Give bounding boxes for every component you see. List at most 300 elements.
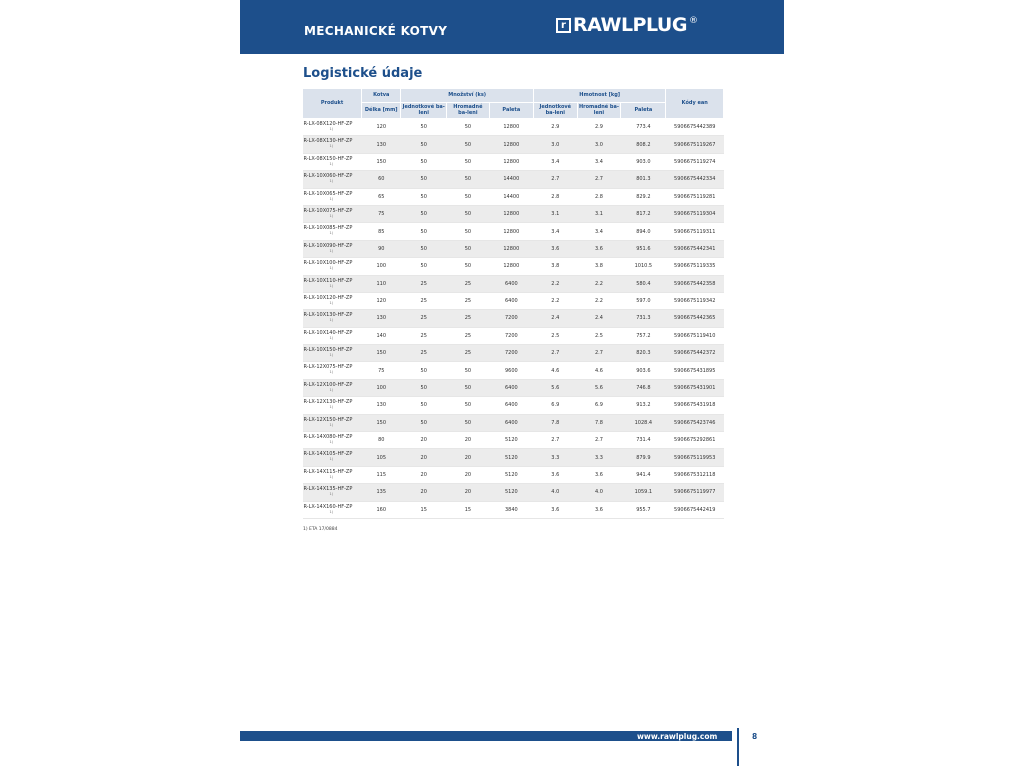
bulk-weight-cell: 2.7 [577, 171, 621, 188]
product-cell [303, 327, 362, 344]
product-footnote-ref: 1) [329, 492, 334, 497]
product-cell [303, 223, 362, 240]
header-quantity: Množství (ks) [401, 89, 534, 103]
header-pallet: Paleta [489, 103, 533, 119]
table-row [303, 188, 724, 205]
pallet-qty-cell: 7200 [489, 345, 533, 362]
unit-weight-cell: 3.1 [533, 205, 577, 222]
product-footnote-ref: 1) [329, 161, 334, 166]
bulk-qty-cell: 50 [447, 223, 490, 240]
pallet-qty-cell: 12800 [489, 240, 533, 257]
unit-weight-cell: 2.7 [533, 345, 577, 362]
ean-cell: 5906675442419 [666, 501, 724, 518]
unit-qty-cell: 50 [401, 258, 447, 275]
product-name: R-LX-10X060-HF-ZP [303, 173, 353, 180]
length-cell: 130 [362, 136, 401, 153]
pallet-weight-cell: 879.9 [621, 449, 666, 466]
ean-cell: 5906675119342 [666, 292, 724, 309]
pallet-weight-cell: 829.2 [621, 188, 666, 205]
pallet-qty-cell: 6400 [489, 292, 533, 309]
bulk-qty-cell: 50 [447, 188, 490, 205]
length-cell: 110 [362, 275, 401, 292]
bulk-weight-cell: 2.8 [577, 188, 621, 205]
product-footnote-ref: 1) [329, 300, 334, 305]
ean-cell: 5906675119274 [666, 153, 724, 170]
pallet-qty-cell: 6400 [489, 379, 533, 396]
bulk-qty-cell: 50 [447, 362, 490, 379]
product-cell [303, 292, 362, 309]
pallet-weight-cell: 903.6 [621, 362, 666, 379]
product-cell [303, 258, 362, 275]
bulk-qty-cell: 50 [447, 205, 490, 222]
unit-qty-cell: 20 [401, 432, 447, 449]
pallet-weight-cell: 1059.1 [621, 484, 666, 501]
unit-weight-cell: 2.5 [533, 327, 577, 344]
ean-cell: 5906675292861 [666, 432, 724, 449]
product-name: R-LX-14X135-HF-ZP [303, 486, 353, 493]
bulk-qty-cell: 50 [447, 171, 490, 188]
table-row [303, 414, 724, 431]
header-anchor: Kotva [362, 89, 401, 103]
bulk-weight-cell: 2.2 [577, 275, 621, 292]
footer-url[interactable]: www.rawlplug.com [637, 732, 718, 741]
footer-divider [737, 728, 739, 766]
pallet-weight-cell: 820.3 [621, 345, 666, 362]
pallet-qty-cell: 12800 [489, 223, 533, 240]
pallet-qty-cell: 12800 [489, 258, 533, 275]
bulk-qty-cell: 50 [447, 397, 490, 414]
ean-cell: 5906675119281 [666, 188, 724, 205]
bulk-qty-cell: 50 [447, 119, 490, 136]
product-cell [303, 379, 362, 396]
bulk-qty-cell: 15 [447, 501, 490, 518]
pallet-weight-cell: 757.2 [621, 327, 666, 344]
ean-cell: 5906675119311 [666, 223, 724, 240]
table-row [303, 292, 724, 309]
header-unit-pack: Jednotkové ba-leni [401, 103, 447, 119]
pallet-weight-cell: 955.7 [621, 501, 666, 518]
pallet-qty-cell: 7200 [489, 327, 533, 344]
length-cell: 160 [362, 501, 401, 518]
bulk-weight-cell: 3.0 [577, 136, 621, 153]
pallet-weight-cell: 1028.4 [621, 414, 666, 431]
ean-cell: 5906675442358 [666, 275, 724, 292]
length-cell: 135 [362, 484, 401, 501]
product-name: R-LX-10X090-HF-ZP [303, 242, 353, 249]
ean-cell: 5906675442389 [666, 119, 724, 136]
header-title: MECHANICKÉ KOTVY [304, 24, 448, 38]
product-cell [303, 466, 362, 483]
pallet-qty-cell: 12800 [489, 153, 533, 170]
bulk-qty-cell: 20 [447, 466, 490, 483]
unit-qty-cell: 50 [401, 223, 447, 240]
table-row [303, 153, 724, 170]
unit-weight-cell: 2.4 [533, 310, 577, 327]
unit-weight-cell: 2.9 [533, 119, 577, 136]
product-footnote-ref: 1) [329, 127, 334, 131]
product-cell [303, 188, 362, 205]
length-cell: 100 [362, 258, 401, 275]
unit-qty-cell: 25 [401, 345, 447, 362]
length-cell: 105 [362, 449, 401, 466]
bulk-weight-cell: 3.1 [577, 205, 621, 222]
ean-cell: 5906675312118 [666, 466, 724, 483]
bulk-qty-cell: 25 [447, 275, 490, 292]
unit-qty-cell: 50 [401, 362, 447, 379]
pallet-qty-cell: 5120 [489, 432, 533, 449]
length-cell: 150 [362, 414, 401, 431]
product-name: R-LX-12X075-HF-ZP [303, 364, 353, 371]
pallet-weight-cell: 731.3 [621, 310, 666, 327]
pallet-weight-cell: 903.0 [621, 153, 666, 170]
pallet-weight-cell: 597.0 [621, 292, 666, 309]
product-cell [303, 432, 362, 449]
product-footnote-ref: 1) [329, 283, 334, 288]
bulk-qty-cell: 25 [447, 327, 490, 344]
ean-cell: 5906675423746 [666, 414, 724, 431]
unit-qty-cell: 50 [401, 171, 447, 188]
bulk-qty-cell: 50 [447, 258, 490, 275]
logo-text: RAWLPLUG [573, 14, 687, 36]
unit-qty-cell: 50 [401, 205, 447, 222]
ean-cell: 5906675119335 [666, 258, 724, 275]
length-cell: 120 [362, 292, 401, 309]
unit-qty-cell: 50 [401, 379, 447, 396]
product-footnote-ref: 1) [329, 474, 334, 479]
pallet-weight-cell: 746.8 [621, 379, 666, 396]
product-name: R-LX-10X120-HF-ZP [303, 294, 353, 301]
bulk-weight-cell: 2.2 [577, 292, 621, 309]
length-cell: 100 [362, 379, 401, 396]
length-cell: 130 [362, 397, 401, 414]
table-row [303, 171, 724, 188]
product-cell [303, 310, 362, 327]
pallet-qty-cell: 5120 [489, 449, 533, 466]
product-footnote-ref: 1) [329, 196, 334, 201]
product-footnote-ref: 1) [329, 387, 334, 392]
unit-qty-cell: 50 [401, 414, 447, 431]
product-name: R-LX-10X130-HF-ZP [303, 312, 353, 319]
unit-weight-cell: 3.6 [533, 466, 577, 483]
bulk-weight-cell: 7.8 [577, 414, 621, 431]
length-cell: 150 [362, 153, 401, 170]
table-row [303, 362, 724, 379]
product-footnote-ref: 1) [329, 318, 334, 323]
length-cell: 140 [362, 327, 401, 344]
product-cell [303, 414, 362, 431]
length-cell: 75 [362, 362, 401, 379]
header-length: Délka [mm] [362, 103, 401, 119]
unit-weight-cell: 6.9 [533, 397, 577, 414]
product-cell [303, 119, 362, 136]
table-row [303, 119, 724, 136]
unit-qty-cell: 20 [401, 484, 447, 501]
pallet-weight-cell: 913.2 [621, 397, 666, 414]
pallet-qty-cell: 6400 [489, 397, 533, 414]
length-cell: 120 [362, 119, 401, 136]
length-cell: 130 [362, 310, 401, 327]
pallet-qty-cell: 5120 [489, 484, 533, 501]
table-row [303, 345, 724, 362]
product-name: R-LX-10X085-HF-ZP [303, 225, 353, 232]
table-row [303, 501, 724, 518]
unit-qty-cell: 50 [401, 153, 447, 170]
pallet-qty-cell: 6400 [489, 414, 533, 431]
length-cell: 150 [362, 345, 401, 362]
table-row [303, 240, 724, 257]
product-footnote-ref: 1) [329, 509, 334, 514]
ean-cell: 5906675119977 [666, 484, 724, 501]
pallet-qty-cell: 12800 [489, 136, 533, 153]
product-cell [303, 205, 362, 222]
table-row [303, 449, 724, 466]
bulk-qty-cell: 50 [447, 240, 490, 257]
table-row [303, 275, 724, 292]
unit-weight-cell: 3.6 [533, 240, 577, 257]
header-weight: Hmotnost [kg] [533, 89, 666, 103]
pallet-qty-cell: 12800 [489, 119, 533, 136]
product-footnote-ref: 1) [329, 353, 334, 358]
table-row [303, 379, 724, 396]
product-footnote-ref: 1) [329, 213, 334, 218]
length-cell: 90 [362, 240, 401, 257]
product-cell [303, 171, 362, 188]
pallet-qty-cell: 6400 [489, 275, 533, 292]
bulk-weight-cell: 2.4 [577, 310, 621, 327]
bulk-weight-cell: 5.6 [577, 379, 621, 396]
product-name: R-LX-14X080-HF-ZP [303, 434, 353, 441]
bulk-weight-cell: 3.6 [577, 501, 621, 518]
length-cell: 80 [362, 432, 401, 449]
bulk-qty-cell: 20 [447, 449, 490, 466]
pallet-weight-cell: 580.4 [621, 275, 666, 292]
product-name: R-LX-10X140-HF-ZP [303, 329, 353, 336]
ean-cell: 5906675119953 [666, 449, 724, 466]
bulk-weight-cell: 3.3 [577, 449, 621, 466]
pallet-qty-cell: 14400 [489, 188, 533, 205]
product-footnote-ref: 1) [329, 335, 334, 340]
length-cell: 65 [362, 188, 401, 205]
bulk-weight-cell: 3.6 [577, 466, 621, 483]
product-name: R-LX-10X100-HF-ZP [303, 260, 353, 267]
pallet-weight-cell: 817.2 [621, 205, 666, 222]
document-page [240, 0, 784, 768]
unit-weight-cell: 3.6 [533, 501, 577, 518]
product-footnote-ref: 1) [329, 370, 334, 375]
pallet-qty-cell: 5120 [489, 466, 533, 483]
unit-qty-cell: 50 [401, 136, 447, 153]
header-unit-pack-weight: Jednotkové ba-leni [533, 103, 577, 119]
unit-qty-cell: 50 [401, 397, 447, 414]
pallet-qty-cell: 3840 [489, 501, 533, 518]
bulk-weight-cell: 3.4 [577, 153, 621, 170]
bulk-qty-cell: 50 [447, 379, 490, 396]
unit-qty-cell: 20 [401, 466, 447, 483]
pallet-weight-cell: 801.3 [621, 171, 666, 188]
unit-qty-cell: 25 [401, 310, 447, 327]
product-footnote-ref: 1) [329, 144, 334, 149]
pallet-weight-cell: 731.4 [621, 432, 666, 449]
length-cell: 115 [362, 466, 401, 483]
product-cell [303, 153, 362, 170]
product-cell [303, 449, 362, 466]
table-row [303, 223, 724, 240]
product-name: R-LX-10X150-HF-ZP [303, 347, 353, 354]
bulk-qty-cell: 50 [447, 414, 490, 431]
ean-cell: 5906675431901 [666, 379, 724, 396]
product-cell [303, 397, 362, 414]
product-name: R-LX-14X160-HF-ZP [303, 503, 353, 510]
bulk-weight-cell: 2.9 [577, 119, 621, 136]
pallet-weight-cell: 894.0 [621, 223, 666, 240]
unit-weight-cell: 7.8 [533, 414, 577, 431]
table-row [303, 327, 724, 344]
ean-cell: 5906675119410 [666, 327, 724, 344]
bulk-weight-cell: 6.9 [577, 397, 621, 414]
table-row [303, 310, 724, 327]
product-name: R-LX-12X150-HF-ZP [303, 416, 353, 423]
product-footnote-ref: 1) [329, 231, 334, 236]
bulk-weight-cell: 2.7 [577, 432, 621, 449]
unit-weight-cell: 4.0 [533, 484, 577, 501]
product-footnote-ref: 1) [329, 179, 334, 184]
table-row [303, 484, 724, 501]
table-row [303, 258, 724, 275]
length-cell: 85 [362, 223, 401, 240]
unit-weight-cell: 3.4 [533, 223, 577, 240]
unit-qty-cell: 25 [401, 292, 447, 309]
table-row [303, 432, 724, 449]
unit-weight-cell: 4.6 [533, 362, 577, 379]
product-cell [303, 484, 362, 501]
unit-qty-cell: 50 [401, 188, 447, 205]
header-bulk-pack: Hromadné ba-leni [447, 103, 490, 119]
table-body [303, 119, 724, 519]
bulk-weight-cell: 3.4 [577, 223, 621, 240]
unit-qty-cell: 50 [401, 119, 447, 136]
pallet-weight-cell: 773.4 [621, 119, 666, 136]
unit-weight-cell: 3.3 [533, 449, 577, 466]
bulk-qty-cell: 25 [447, 292, 490, 309]
product-cell [303, 275, 362, 292]
unit-qty-cell: 20 [401, 449, 447, 466]
header-ean: Kódy ean [666, 89, 724, 119]
pallet-weight-cell: 1010.5 [621, 258, 666, 275]
footnote: 1) ETA 17/0884 [303, 527, 338, 532]
pallet-qty-cell: 14400 [489, 171, 533, 188]
unit-weight-cell: 2.7 [533, 171, 577, 188]
header-bulk-pack-weight: Hromadné ba-leni [577, 103, 621, 119]
product-name: R-LX-10X110-HF-ZP [303, 277, 353, 284]
pallet-weight-cell: 808.2 [621, 136, 666, 153]
product-name: R-LX-10X075-HF-ZP [303, 207, 353, 214]
product-cell [303, 345, 362, 362]
pallet-qty-cell: 9600 [489, 362, 533, 379]
unit-qty-cell: 15 [401, 501, 447, 518]
header-pallet-weight: Paleta [621, 103, 666, 119]
ean-cell: 5906675442334 [666, 171, 724, 188]
product-footnote-ref: 1) [329, 405, 334, 410]
ean-cell: 5906675431918 [666, 397, 724, 414]
bulk-weight-cell: 3.6 [577, 240, 621, 257]
product-cell [303, 240, 362, 257]
unit-weight-cell: 2.2 [533, 275, 577, 292]
table-row [303, 136, 724, 153]
unit-weight-cell: 3.8 [533, 258, 577, 275]
pallet-qty-cell: 7200 [489, 310, 533, 327]
product-name: R-LX-08X150-HF-ZP [303, 155, 353, 162]
bulk-weight-cell: 2.7 [577, 345, 621, 362]
bulk-qty-cell: 25 [447, 310, 490, 327]
bulk-weight-cell: 2.5 [577, 327, 621, 344]
product-cell [303, 362, 362, 379]
bulk-qty-cell: 50 [447, 153, 490, 170]
table-row [303, 466, 724, 483]
product-name: R-LX-12X130-HF-ZP [303, 399, 353, 406]
ean-cell: 5906675119267 [666, 136, 724, 153]
unit-qty-cell: 25 [401, 275, 447, 292]
bulk-qty-cell: 20 [447, 484, 490, 501]
unit-weight-cell: 2.8 [533, 188, 577, 205]
rawlplug-logo [556, 16, 698, 35]
table-row [303, 205, 724, 222]
product-cell [303, 136, 362, 153]
bulk-weight-cell: 4.6 [577, 362, 621, 379]
unit-weight-cell: 2.7 [533, 432, 577, 449]
ean-cell: 5906675442365 [666, 310, 724, 327]
page-header [240, 0, 784, 54]
unit-weight-cell: 5.6 [533, 379, 577, 396]
bulk-qty-cell: 25 [447, 345, 490, 362]
bulk-weight-cell: 4.0 [577, 484, 621, 501]
unit-weight-cell: 3.4 [533, 153, 577, 170]
header-product: Produkt [303, 89, 362, 119]
length-cell: 75 [362, 205, 401, 222]
product-footnote-ref: 1) [329, 440, 334, 445]
unit-qty-cell: 25 [401, 327, 447, 344]
ean-cell: 5906675442341 [666, 240, 724, 257]
logistics-table [302, 88, 724, 519]
product-footnote-ref: 1) [329, 422, 334, 427]
pallet-qty-cell: 12800 [489, 205, 533, 222]
bulk-weight-cell: 3.8 [577, 258, 621, 275]
section-title: Logistické údaje [303, 66, 423, 81]
unit-weight-cell: 3.0 [533, 136, 577, 153]
table-row [303, 397, 724, 414]
product-footnote-ref: 1) [329, 457, 334, 462]
product-footnote-ref: 1) [329, 248, 334, 253]
pallet-weight-cell: 951.6 [621, 240, 666, 257]
pallet-weight-cell: 941.4 [621, 466, 666, 483]
bulk-qty-cell: 20 [447, 432, 490, 449]
ean-cell: 5906675431895 [666, 362, 724, 379]
unit-weight-cell: 2.2 [533, 292, 577, 309]
product-name: R-LX-08X120-HF-ZP [303, 121, 353, 127]
logo-mark-icon: r [556, 18, 571, 33]
bulk-qty-cell: 50 [447, 136, 490, 153]
page-number: 8 [752, 732, 758, 741]
product-name: R-LX-14X115-HF-ZP [303, 468, 353, 475]
product-cell [303, 501, 362, 518]
ean-cell: 5906675119304 [666, 205, 724, 222]
product-name: R-LX-12X100-HF-ZP [303, 381, 353, 388]
logo-registered: ® [688, 16, 698, 26]
product-footnote-ref: 1) [329, 266, 334, 271]
unit-qty-cell: 50 [401, 240, 447, 257]
length-cell: 60 [362, 171, 401, 188]
product-name: R-LX-10X065-HF-ZP [303, 190, 353, 197]
product-name: R-LX-08X130-HF-ZP [303, 138, 353, 145]
